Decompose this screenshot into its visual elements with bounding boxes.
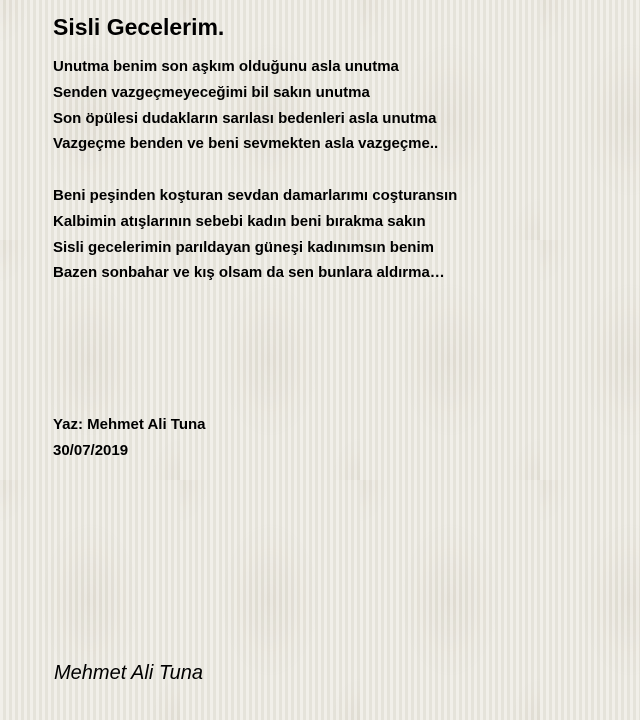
poem-line: Son öpülesi dudakların sarılası bedenleri asla unutma <box>53 109 437 127</box>
poem-stanza-1 <box>53 54 613 157</box>
poem-line: Bazen sonbahar ve kış olsam da sen bunlara aldırma… <box>53 264 445 282</box>
stanza-spacer <box>53 157 613 183</box>
poem-line: Kalbimin atışlarının sebebi kadın beni bırakma sakın <box>53 212 426 230</box>
poem-title: Sisli Gecelerim. <box>53 14 225 40</box>
author-signature: Mehmet Ali Tuna <box>54 662 203 684</box>
author-line: Yaz: Mehmet Ali Tuna <box>53 416 206 433</box>
poem-line: Unutma benim son aşkım olduğunu asla unutma <box>53 58 399 75</box>
poem-line: Senden vazgeçmeyeceğimi bil sakın unutma <box>53 83 370 101</box>
poem-body <box>53 54 613 286</box>
poem-date: 30/07/2019 <box>53 442 129 459</box>
poem-stanza-2 <box>53 183 613 286</box>
poem-meta <box>53 412 206 464</box>
poem-line: Vazgeçme benden ve beni sevmekten asla vazgeçme.. <box>53 135 439 153</box>
poem-line: Sisli gecelerimin parıldayan güneşi kadınımsın benim <box>53 238 434 256</box>
poem-line: Beni peşinden koşturan sevdan damarlarımı coşturansın <box>53 186 458 204</box>
